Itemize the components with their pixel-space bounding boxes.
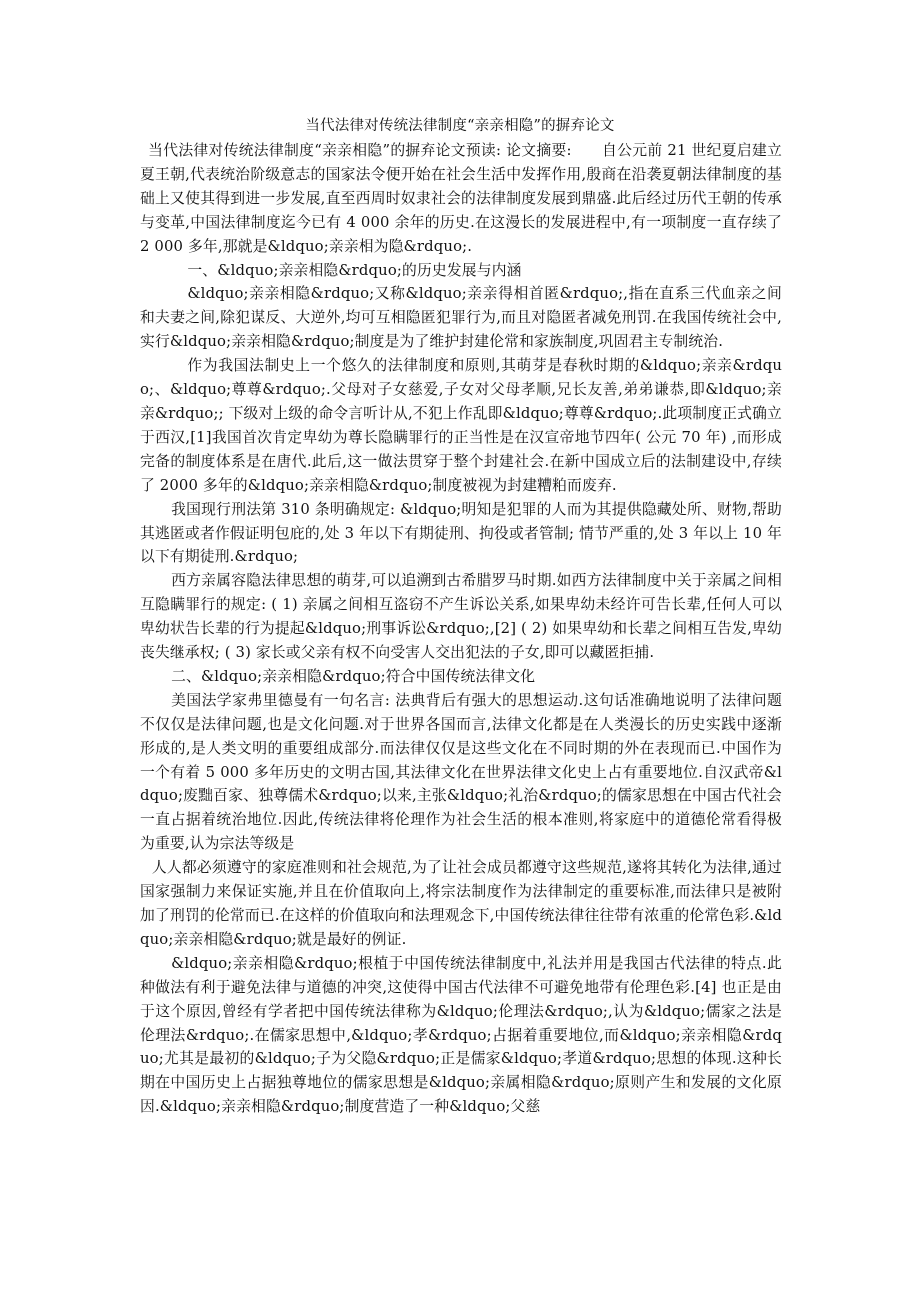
section-heading-1: 一、&ldquo;亲亲相隐&rdquo;的历史发展与内涵: [187, 261, 522, 279]
document-body: [140, 139, 782, 1119]
document-title: 当代法律对传统法律制度“亲亲相隐”的摒弃论文: [305, 118, 615, 134]
paragraph-confucian: &ldquo;亲亲相隐&rdquo;根植于中国传统法律制度中,礼法并用是我国古代法律的特点.此种做法有利于避免法律与道德的冲突,这使得中国古代法律不可避免地带有伦理色彩.[4] 也正是由于这个原因,曾经有学者把中国传统法律称为&ldquo;伦理法&rdquo;,认为&ldquo;儒家之法是伦理法&rdquo;.在儒家思想中,&ldquo;孝&rdquo;占据着重要地位,而&ldquo;亲亲相隐&rdquo;尤其是最初的&ldquo;子为父隐&rdquo;正是儒家&ldquo;孝道&rdquo;思想的体现.这种长期在中国历史上占据独尊地位的儒家思想是&ldquo;亲属相隐&rdquo;原则产生和发展的文化原因.&ldquo;亲亲相隐&rdquo;制度营造了一种&ldquo;父慈: [140, 954, 782, 1116]
paragraph-criminal-law: 我国现行刑法第 310 条明确规定: &ldquo;明知是犯罪的人而为其提供隐藏处所、财物,帮助其逃匿或者作假证明包庇的,处 3 年以下有期徒刑、拘役或者管制; 情节严重的,处 3 年以上 10 年以下有期徒刑.&rdquo;: [140, 500, 782, 566]
paragraph-definition: &ldquo;亲亲相隐&rdquo;又称&ldquo;亲亲得相首匿&rdquo;,指在直系三代血亲之间和夫妻之间,除犯谋反、大逆外,均可互相隐匿犯罪行为,而且对隐匿者减免刑罚.在我国传统社会中,实行&ldquo;亲亲相隐&rdquo;制度是为了维护封建伦常和家族制度,巩固君主专制统治.: [140, 285, 782, 351]
paragraph-ethics: 人人都必须遵守的家庭准则和社会规范,为了让社会成员都遵守这些规范,遂将其转化为法律,通过国家强制力来保证实施,并且在价值取向上,将宗法制度作为法律制定的重要标准,而法律只是被附加了刑罚的伦常而已.在这样的价值取向和法理观念下,中国传统法律往往带有浓重的伦常色彩.&ldquo;亲亲相隐&rdquo;就是最好的例证.: [140, 859, 782, 948]
section-heading-2: 二、&ldquo;亲亲相隐&rdquo;符合中国传统法律文化: [171, 667, 536, 685]
paragraph-history: 作为我国法制史上一个悠久的法律制度和原则,其萌芽是春秋时期的&ldquo;亲亲&rdquo;、&ldquo;尊尊&rdquo;.父母对子女慈爱,子女对父母孝顺,兄长友善,弟弟谦恭,即&ldquo;亲亲&rdquo;; 下级对上级的命令言听计从,不犯上作乱即&ldquo;尊尊&rdquo;.此项制度正式确立于西汉,[1]我国首次肯定卑幼为尊长隐瞒罪行的正当性是在汉宣帝地节四年( 公元 70 年) ,而形成完备的制度体系是在唐代.此后,这一做法贯穿于整个封建社会.在新中国成立后的法制建设中,存续了 2000 多年的&ldquo;亲亲相隐&rdquo;制度被视为封建糟粕而废弃.: [140, 357, 782, 494]
paragraph-western-law: 西方亲属容隐法律思想的萌芽,可以追溯到古希腊罗马时期.如西方法律制度中关于亲属之间相互隐瞒罪行的规定: ( 1) 亲属之间相互盗窃不产生诉讼关系,如果卑幼未经许可告长辈,任何人可以卑幼状告长辈的行为提起&ldquo;刑事诉讼&rdquo;,[2] ( 2) 如果卑幼和长辈之间相互告发,卑幼丧失继承权; ( 3) 家长或父亲有权不向受害人交出犯法的子女,即可以藏匿拒捕.: [140, 572, 782, 662]
paragraph-legal-culture: 美国法学家弗里德曼有一句名言: 法典背后有强大的思想运动.这句话准确地说明了法律问题不仅仅是法律问题,也是文化问题.对于世界各国而言,法律文化都是在人类漫长的历史实践中逐渐形成的,是人类文明的重要组成部分.而法律仅仅是这些文化在不同时期的外在表现而已.中国作为一个有着 5 000 多年历史的文明古国,其法律文化在世界法律文化史上占有重要地位.自汉武帝&ldquo;废黜百家、独尊儒术&rdquo;以来,主张&ldquo;礼治&rdquo;的儒家思想在中国古代社会一直占据着统治地位.因此,传统法律将伦理作为社会生活的根本准则,将家庭中的道德伦常看得极为重要,认为宗法等级是: [140, 691, 782, 853]
paragraph-abstract: 当代法律对传统法律制度“亲亲相隐”的摒弃论文预读: 论文摘要: 自公元前 21 世纪夏启建立夏王朝,代表统治阶级意志的国家法令便开始在社会生活中发挥作用,殷商在沿袭夏朝法律制度的基础上又使其得到进一步发展,直至西周时奴隶社会的法律制度发展到鼎盛.此后经过历代王朝的传承与变革,中国法律制度迄今已有 4 000 余年的历史.在这漫长的发展进程中,有一项制度一直存续了 2 000 多年,那就是&ldquo;亲亲相为隐&rdquo;.: [140, 142, 782, 255]
